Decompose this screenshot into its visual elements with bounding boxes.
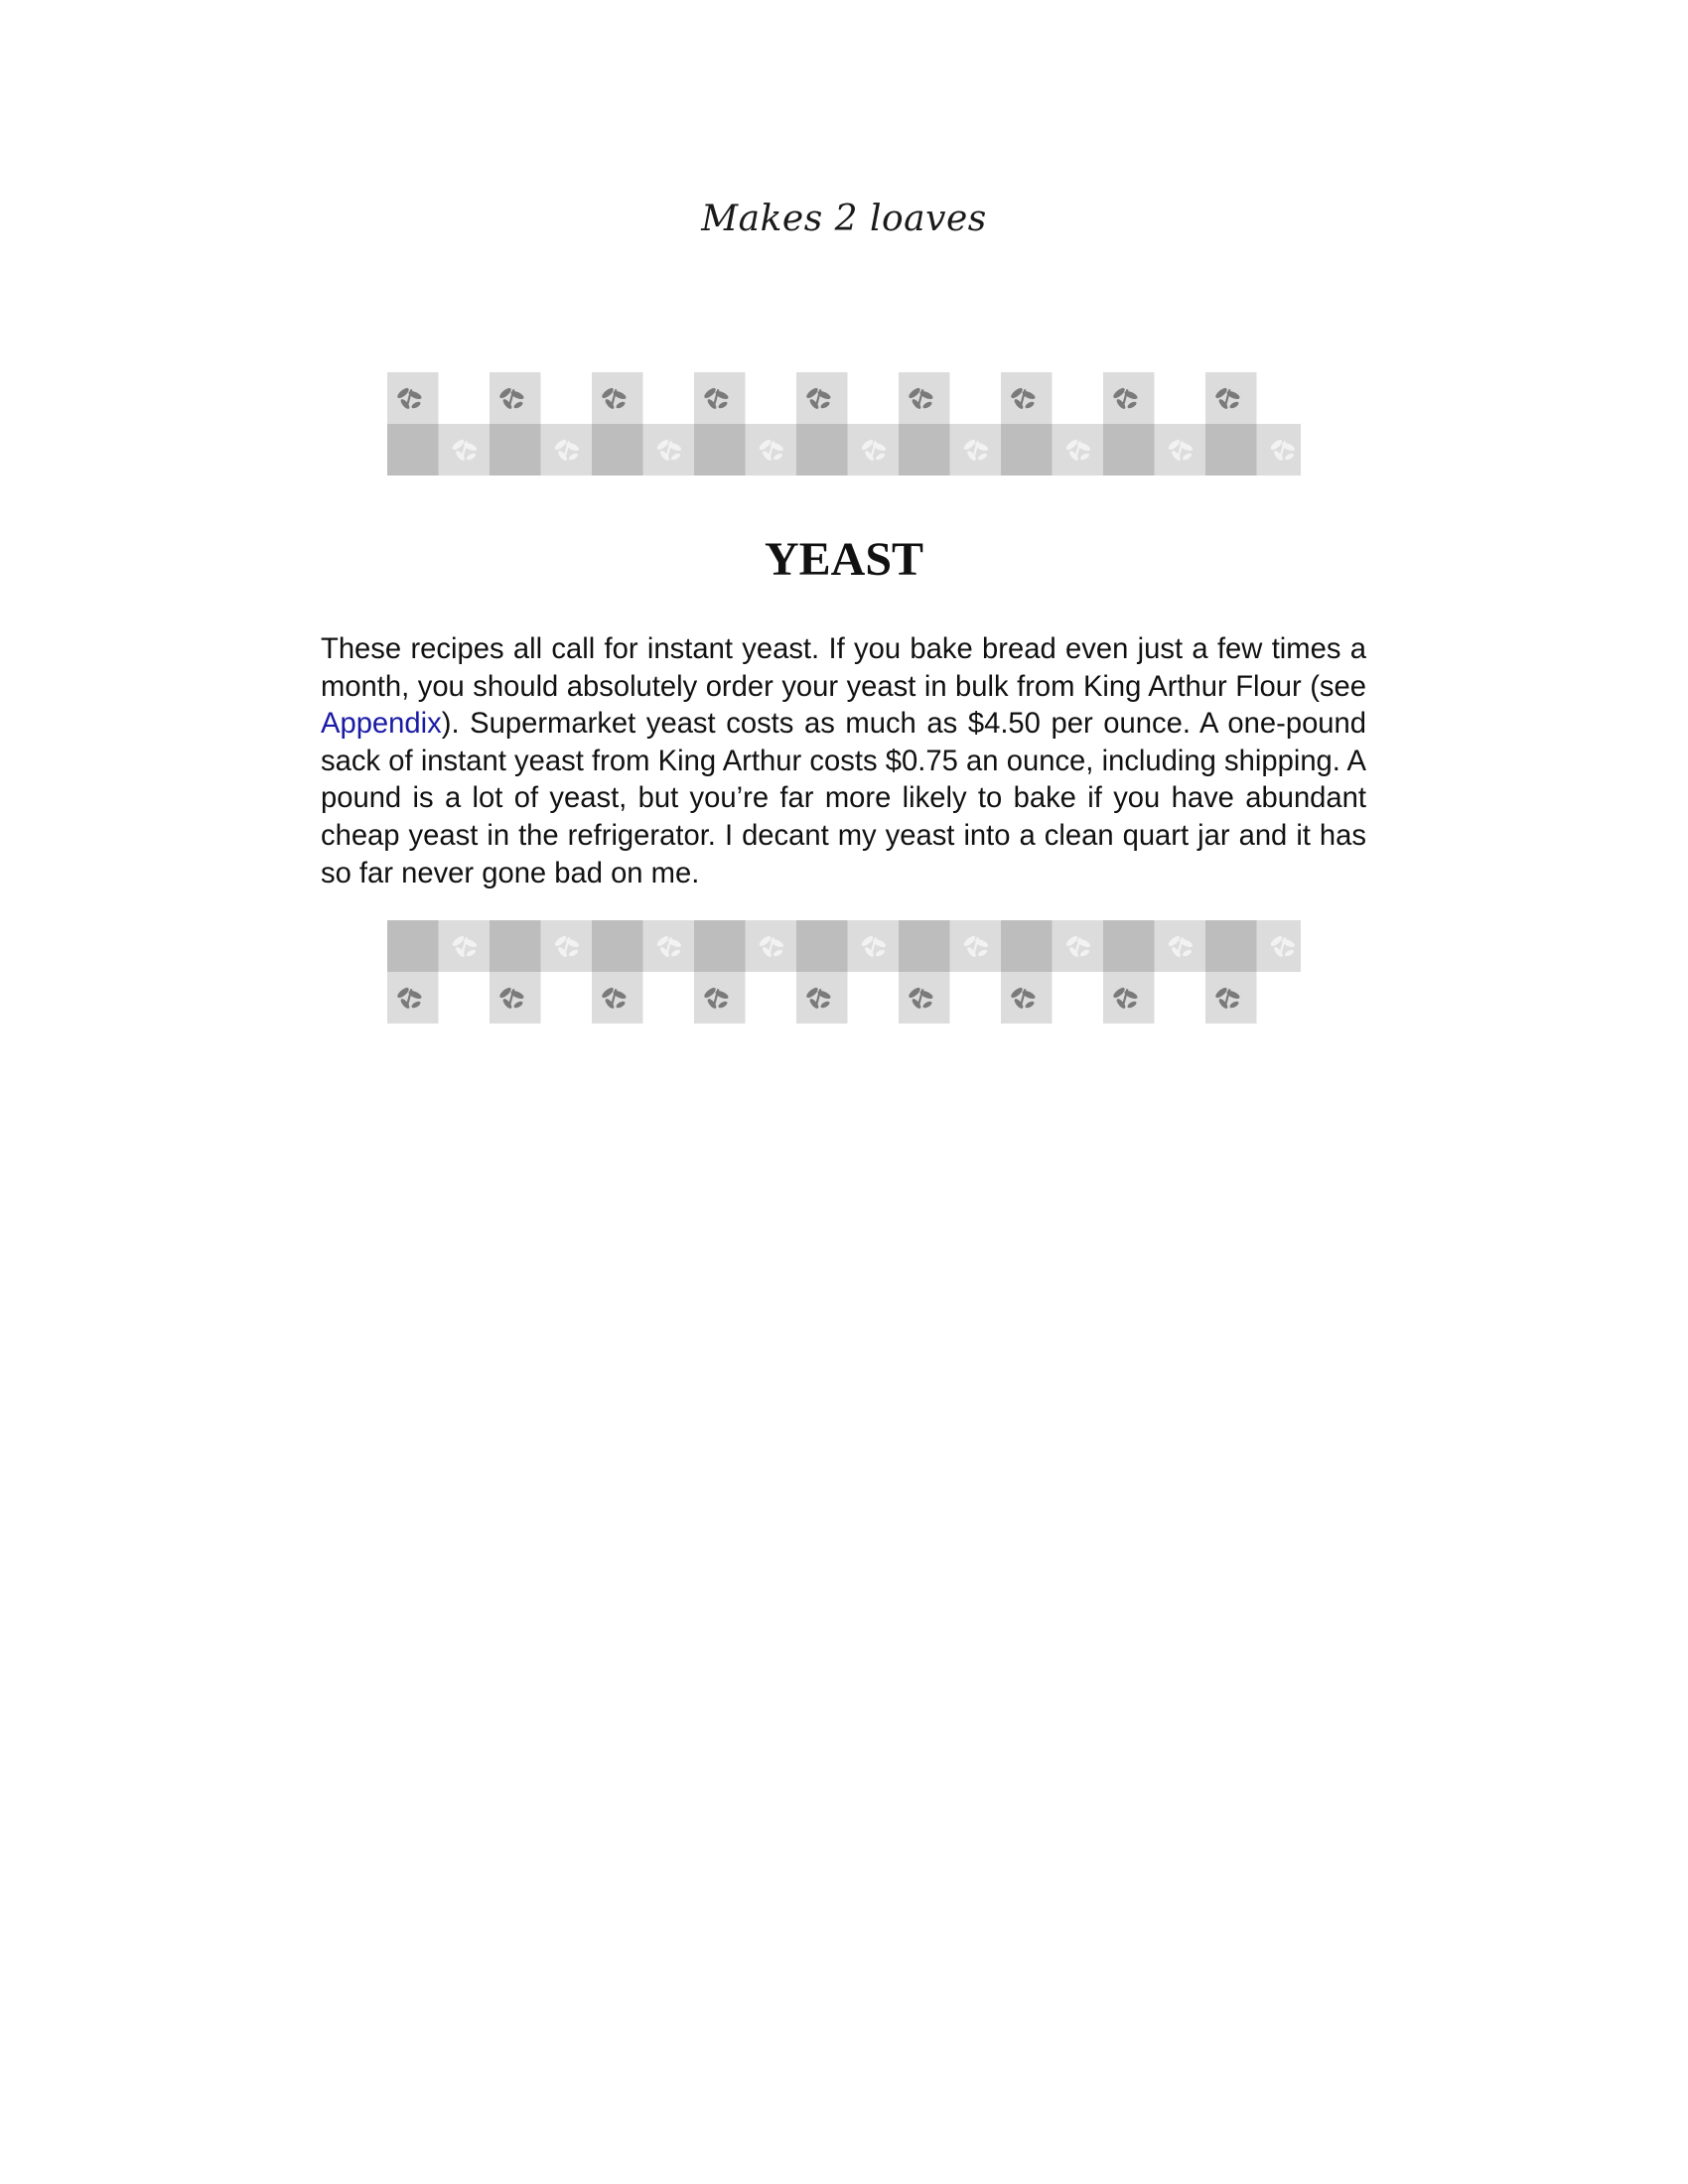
pattern-tile: [1205, 920, 1257, 972]
pattern-tile: [387, 972, 439, 1024]
pattern-tile: [1103, 424, 1155, 476]
pattern-tile: [387, 424, 439, 476]
appendix-link[interactable]: Appendix: [321, 708, 442, 741]
pattern-tile: [899, 372, 950, 424]
pattern-tile: [746, 972, 797, 1024]
pattern-tile: [1205, 972, 1257, 1024]
decorative-divider-bottom: [387, 920, 1301, 1024]
pattern-tile: [694, 372, 746, 424]
pattern-tile: [950, 372, 1002, 424]
decorative-divider-top: [387, 372, 1301, 476]
pattern-tile: [1053, 972, 1104, 1024]
pattern-tile: [1001, 972, 1053, 1024]
pattern-tile: [387, 372, 439, 424]
pattern-tile: [490, 372, 541, 424]
pattern-tile: [899, 424, 950, 476]
paragraph-text-end: ). Supermarket yeast costs as much as $4.50 per ounce. A one-pound sack of instant yeast from King Arthur costs $0.75 an ounce, including shipping. A pound is a lot of yeast, but you’re far more likely to bake if you have abundant cheap yeast in the refrigerator. I decant my yeast into a clean quart jar and it has so far never gone bad on me.: [321, 708, 1366, 889]
leaf-checker-pattern: [387, 920, 1301, 1024]
pattern-tile: [1103, 972, 1155, 1024]
pattern-tile: [899, 920, 950, 972]
pattern-tile: [796, 920, 848, 972]
pattern-tile: [541, 972, 593, 1024]
pattern-tile: [387, 920, 439, 972]
pattern-tile: [439, 972, 491, 1024]
pattern-tile: [796, 424, 848, 476]
pattern-tile: [1205, 372, 1257, 424]
pattern-tile: [1001, 424, 1053, 476]
pattern-tile: [1103, 372, 1155, 424]
yield-note: Makes 2 loaves: [701, 199, 987, 239]
pattern-tile: [694, 920, 746, 972]
pattern-tile: [592, 372, 643, 424]
pattern-tile: [643, 372, 695, 424]
pattern-tile: [643, 972, 695, 1024]
pattern-tile: [694, 424, 746, 476]
pattern-tile: [1001, 920, 1053, 972]
pattern-tile: [746, 372, 797, 424]
pattern-tile: [1205, 424, 1257, 476]
pattern-tile: [1155, 372, 1206, 424]
pattern-tile: [1257, 372, 1302, 424]
pattern-tile: [592, 424, 643, 476]
pattern-tile: [592, 920, 643, 972]
pattern-tile: [1257, 972, 1302, 1024]
pattern-tile: [1103, 920, 1155, 972]
body-paragraph: [321, 631, 1366, 892]
pattern-tile: [541, 372, 593, 424]
leaf-checker-pattern: [387, 372, 1301, 476]
pattern-tile: [848, 372, 900, 424]
pattern-tile: [694, 972, 746, 1024]
section-title: YEAST: [764, 533, 924, 586]
paragraph-text-start: These recipes all call for instant yeast. If you bake bread even just a few times a month, you should absolutely order your yeast in bulk from King Arthur Flour (see: [321, 633, 1366, 703]
pattern-tile: [899, 972, 950, 1024]
pattern-tile: [490, 972, 541, 1024]
pattern-tile: [1155, 972, 1206, 1024]
pattern-tile: [796, 372, 848, 424]
pattern-tile: [950, 972, 1002, 1024]
pattern-tile: [490, 920, 541, 972]
pattern-tile: [848, 972, 900, 1024]
pattern-tile: [490, 424, 541, 476]
pattern-tile: [1001, 372, 1053, 424]
pattern-tile: [439, 372, 491, 424]
pattern-tile: [796, 972, 848, 1024]
pattern-tile: [592, 972, 643, 1024]
pattern-tile: [1053, 372, 1104, 424]
